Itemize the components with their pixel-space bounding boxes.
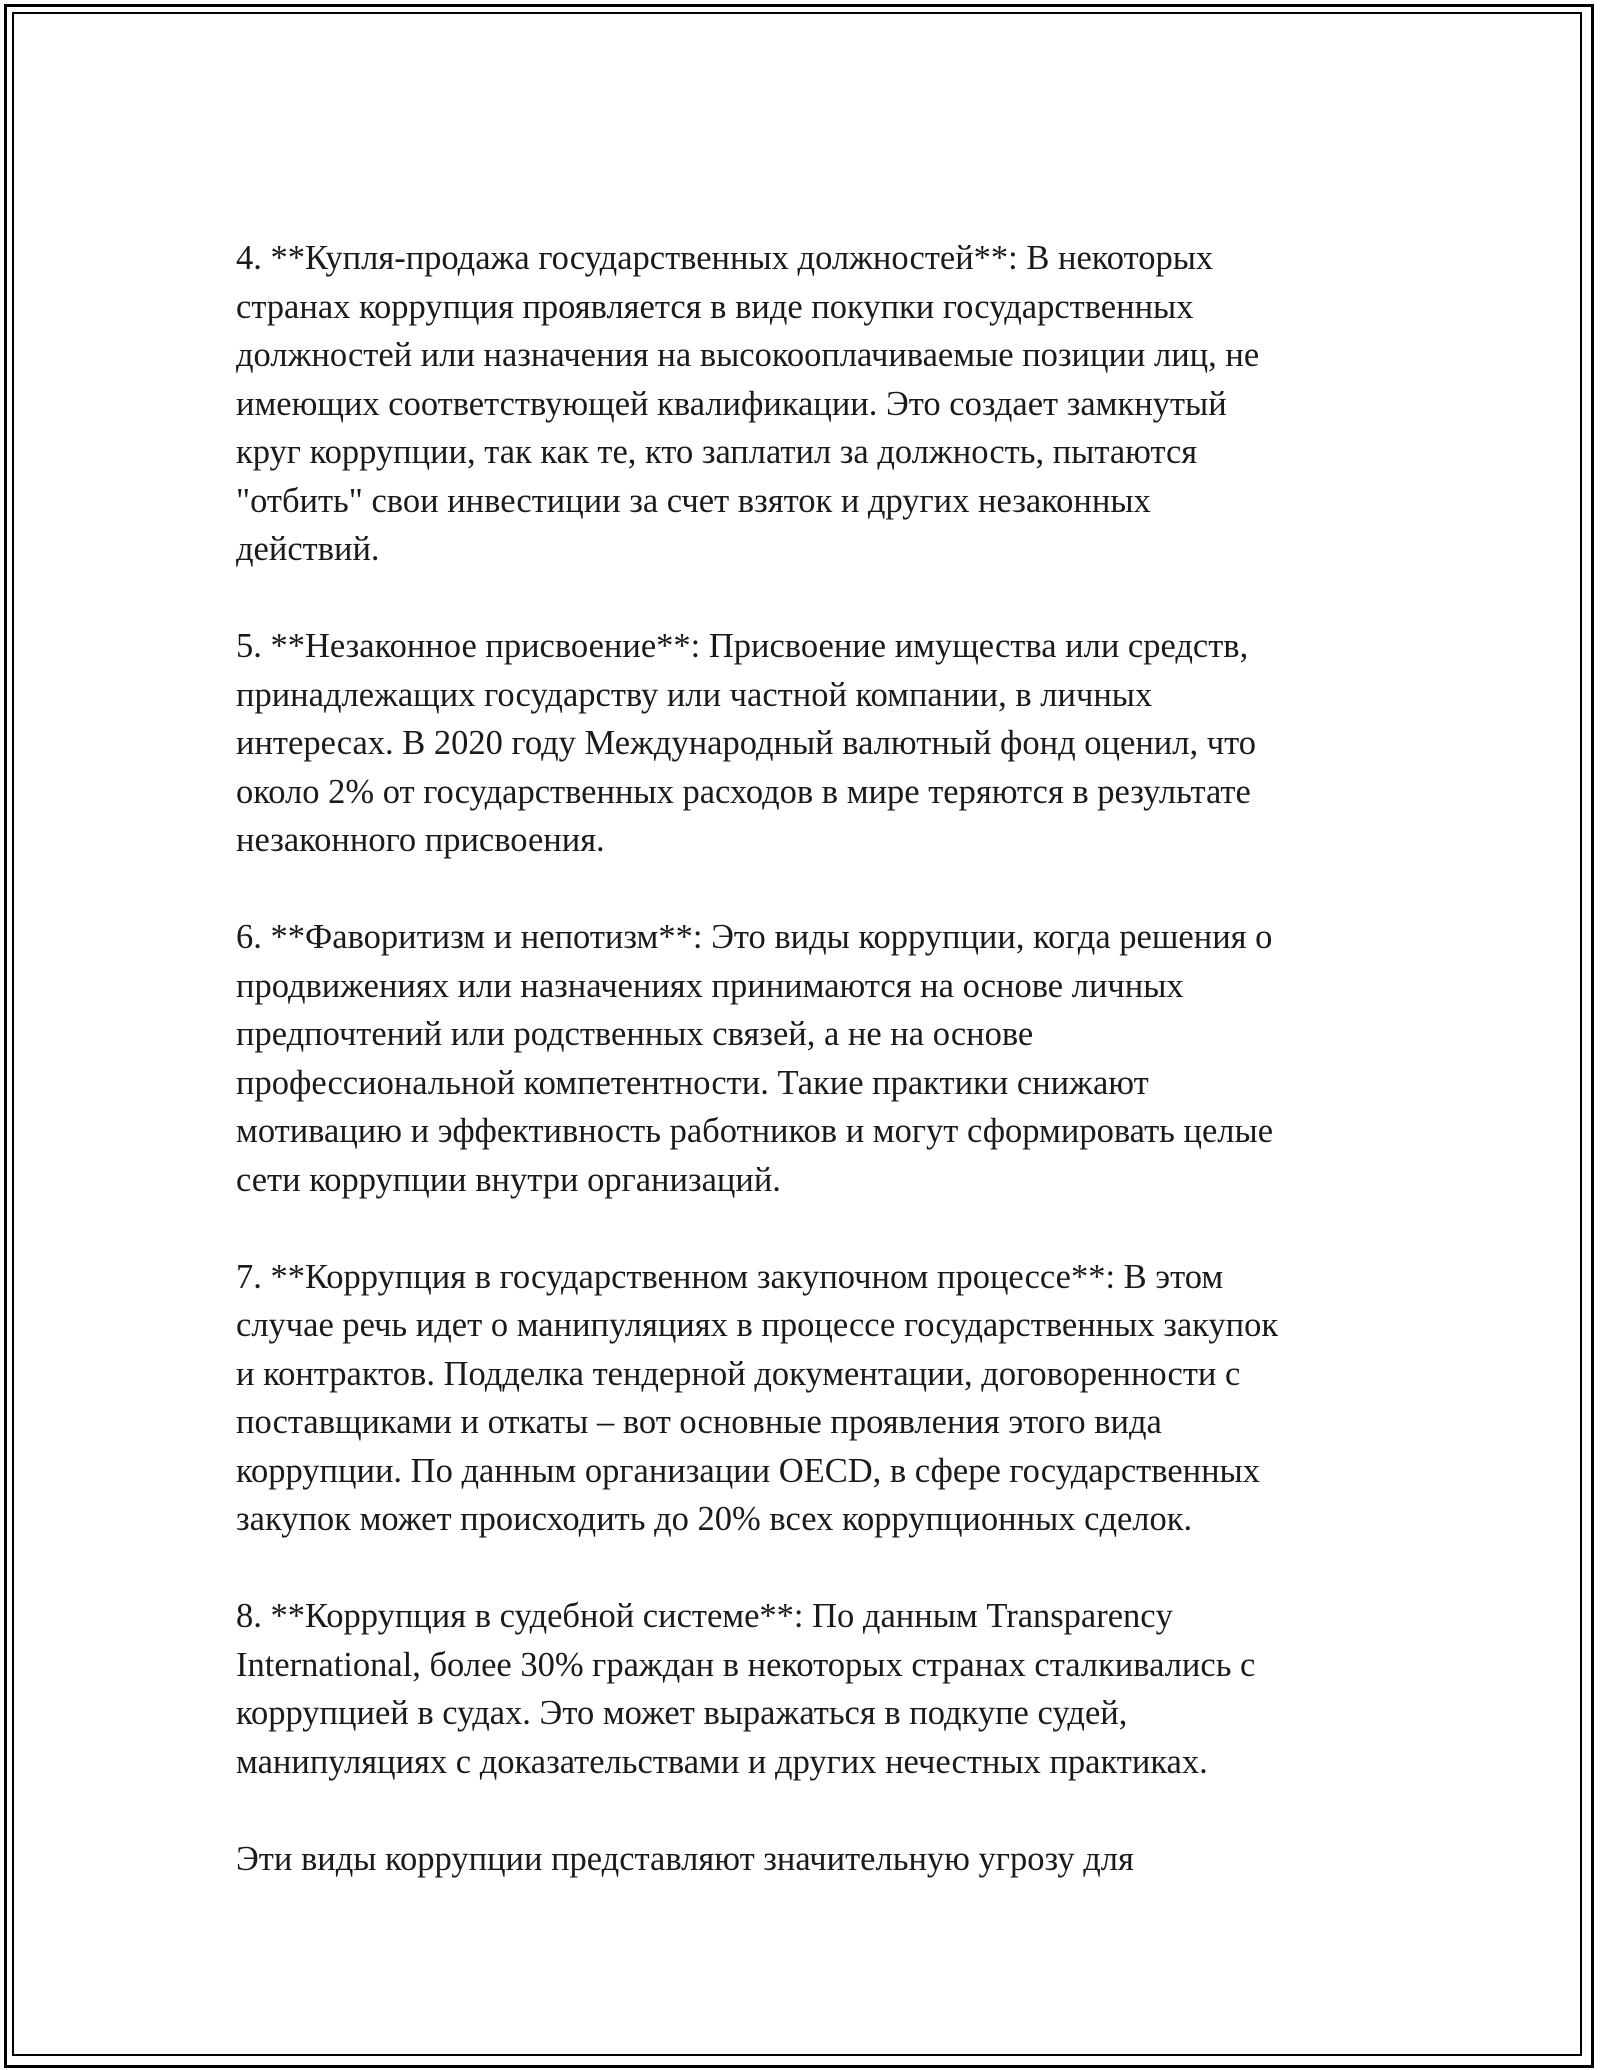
paragraph-conclusion: Эти виды коррупции представляют значительную угрозу для xyxy=(236,1839,1134,1878)
paragraph-item-5: 5. **Незаконное присвоение**: Присвоение имущества или средств, принадлежащих государству или частной компании, в личных интересах. В 2020 году Международный валютный фонд оценил, что около 2% от государственных расходов в мире теряются в результате незаконного присвоения. xyxy=(236,627,1256,859)
paragraph-item-7: 7. **Коррупция в государственном закупочном процессе**: В этом случае речь идет о манипуляциях в процессе государственных закупок и контрактов. Подделка тендерной документации, договоренности с поставщиками и откаты – вот основные проявления этого вида коррупции. По данным организации OECD, в сфере государственных закупок может происходить до 20% всех коррупционных сделок. xyxy=(236,1257,1279,1538)
document-body xyxy=(236,234,1386,1883)
paragraph-item-8: 8. **Коррупция в судебной системе**: По данным Transparency International, более 30% граждан в некоторых странах сталкивались с коррупцией в судах. Это может выражаться в подкупе судей, манипуляциях с доказательствами и других нечестных практиках. xyxy=(236,1597,1256,1781)
paragraph-item-6: 6. **Фаворитизм и непотизм**: Это виды коррупции, когда решения о продвижениях или назначениях принимаются на основе личных предпочтений или родственных связей, а не на основе профессиональной компетентности. Такие практики снижают мотивацию и эффективность работников и могут сформировать целые сети коррупции внутри организаций. xyxy=(236,918,1274,1199)
paragraph-item-4: 4. **Купля-продажа государственных должностей**: В некоторых странах коррупция проявляется в виде покупки государственных должностей или назначения на высокооплачиваемые позиции лиц, не имеющих соответствующей квалификации. Это создает замкнутый круг коррупции, так как те, кто заплатил за должность, пытаются "отбить" свои инвестиции за счет взяток и других незаконных действий. xyxy=(236,239,1260,568)
